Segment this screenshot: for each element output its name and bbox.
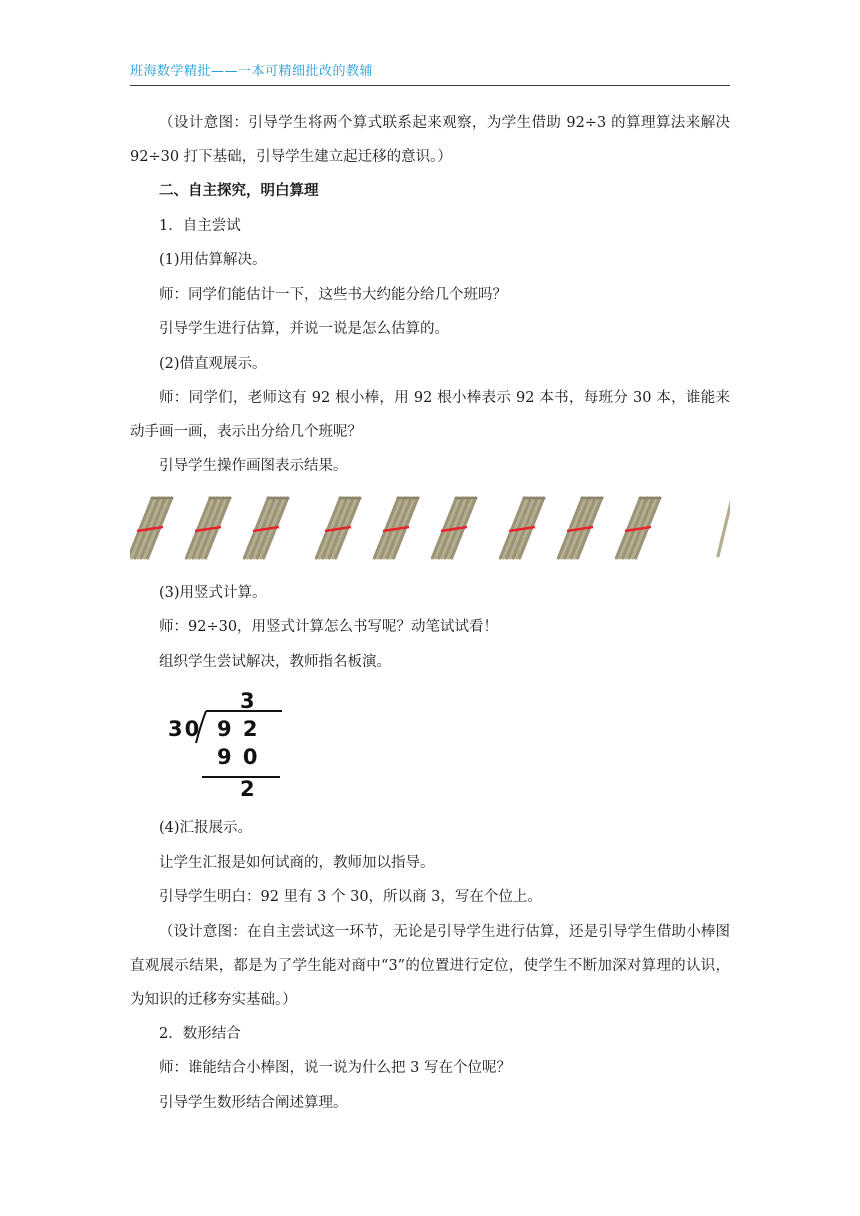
- stick-bundles-figure: [130, 490, 730, 576]
- step-report: (4)汇报展示。: [159, 820, 253, 836]
- guidance-5: 引导学生明白：92 里有 3 个 30，所以商 3，写在个位上。: [159, 889, 542, 905]
- section-heading: 二、自主探究，明白算理: [159, 183, 319, 199]
- guidance-2: 引导学生操作画图表示结果。: [159, 458, 348, 474]
- step-estimate: (1)用估算解决。: [159, 252, 267, 268]
- document-body: [130, 106, 730, 1120]
- step-visual: (2)借直观展示。: [159, 355, 267, 372]
- stick-bundles-illustration: [130, 490, 730, 576]
- subheading-self-try: 1．自主尝试: [159, 217, 241, 234]
- subheading-number-shape: 2．数形结合: [159, 1025, 241, 1042]
- guidance-6: 引导学生数形结合阐述算理。: [159, 1094, 348, 1111]
- header-title: 班海数学精批——一本可精细批改的教辅: [130, 64, 374, 79]
- stick-bundle: [432, 496, 477, 558]
- stick-bundle: [500, 496, 545, 558]
- teacher-question-2: 师：同学们，老师这有 92 根小棒，用 92 根小棒表示 92 本书，每班分 30 本，谁能来动手画一画，表示出分给几个班呢？: [130, 390, 730, 440]
- teacher-question-3: 师：92÷30，用竖式计算怎么书写呢？动笔试试看！: [159, 619, 499, 635]
- long-division-figure: [130, 683, 730, 811]
- guidance-1: 引导学生进行估算，并说一说是怎么估算的。: [159, 321, 449, 337]
- teacher-question-4: 师：谁能结合小棒图，说一说为什么把 3 写在个位呢？: [159, 1060, 511, 1076]
- division-dividend: 9 2: [217, 717, 260, 741]
- division-divisor: 30: [168, 717, 202, 741]
- loose-stick: [718, 498, 730, 556]
- paragraph-design-intent-2: （设计意图：在自主尝试这一环节，无论是引导学生进行估算，还是引导学生借助小棒图直观展示结果，都是为了学生能对商中“3”的位置进行定位，使学生不断加深对算理的认识，为知识的迁移夯实基础。）: [130, 923, 730, 1008]
- stick-bundle: [316, 496, 361, 558]
- stick-bundle: [616, 496, 661, 558]
- guidance-3: 组织学生尝试解决，教师指名板演。: [159, 653, 391, 670]
- stick-bundle: [244, 496, 289, 558]
- division-quotient: 3: [240, 689, 257, 713]
- stick-bundle: [186, 496, 231, 558]
- step-vertical-calc: (3)用竖式计算。: [159, 584, 267, 601]
- teacher-question-1: 师：同学们能估计一下，这些书大约能分给几个班吗？: [159, 286, 507, 303]
- paragraph-design-intent-1: （设计意图：引导学生将两个算式联系起来观察，为学生借助 92÷3 的算理算法来解决 92÷30 打下基础，引导学生建立起迁移的意识。）: [130, 115, 730, 165]
- division-remainder: 2: [240, 777, 257, 801]
- division-product: 9 0: [217, 745, 260, 769]
- page-header: [130, 63, 730, 86]
- stick-bundle: [130, 496, 174, 558]
- stick-bundle: [374, 496, 419, 558]
- stick-bundle: [558, 496, 603, 558]
- guidance-4: 让学生汇报是如何试商的，教师加以指导。: [159, 854, 435, 871]
